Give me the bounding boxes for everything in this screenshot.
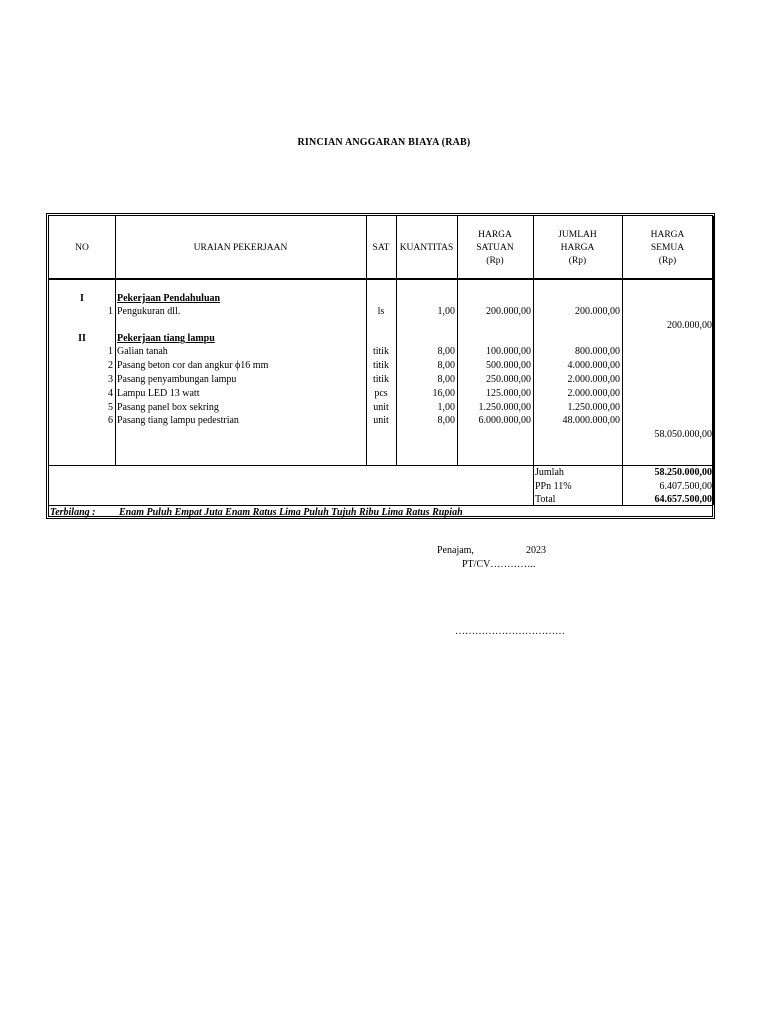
header-harga-semua-2: SEMUA (650, 243, 685, 253)
item-sat: titik (372, 374, 390, 385)
jumlah-label: Jumlah (535, 467, 564, 478)
item-no: 2 (108, 360, 113, 371)
total-value: 64.657.500,00 (654, 494, 712, 505)
item-qty: 8,00 (437, 374, 455, 385)
item-sat: titik (372, 346, 390, 357)
document-title: RINCIAN ANGGARAN BIAYA (RAB) (297, 137, 471, 148)
header-harga-semua-3: (Rp) (658, 256, 677, 266)
item-sat: pcs (374, 388, 388, 399)
item-no: 6 (108, 415, 113, 426)
terbilang-text: Enam Puluh Empat Juta Enam Ratus Lima Puluh Tujuh Ribu Lima Ratus Rupiah (119, 507, 463, 518)
header-divider (49, 278, 712, 280)
body-divider (49, 465, 712, 466)
item-desc: Pasang beton cor dan angkur ϕ16 mm (117, 360, 269, 371)
item-total: 4.000.000,00 (567, 360, 620, 371)
item-no: 3 (108, 374, 113, 385)
header-kuantitas: KUANTITAS (399, 243, 454, 253)
item-total: 200.000,00 (575, 306, 620, 317)
item-desc: Pasang tiang lampu pedestrian (117, 415, 239, 426)
item-qty: 16,00 (432, 388, 455, 399)
section-1-subtotal: 200.000,00 (667, 320, 712, 331)
terbilang-label: Terbilang : (50, 507, 96, 518)
header-jumlah-harga-1: JUMLAH (558, 230, 597, 240)
header-harga-satuan-3: (Rp) (486, 256, 504, 266)
item-sat: titik (372, 360, 390, 371)
header-uraian: URAIAN PEKERJAAN (193, 243, 288, 253)
item-unit-price: 500.000,00 (486, 360, 531, 371)
item-total: 800.000,00 (575, 346, 620, 357)
item-qty: 8,00 (437, 346, 455, 357)
header-no: NO (75, 243, 89, 253)
item-desc: Pasang panel box sekring (117, 402, 219, 413)
rab-table (46, 213, 715, 519)
item-no: 1 (108, 346, 113, 357)
header-sat: SAT (372, 243, 390, 253)
item-unit-price: 6.000.000,00 (478, 415, 531, 426)
item-qty: 8,00 (437, 415, 455, 426)
item-unit-price: 125.000,00 (486, 388, 531, 399)
item-desc: Galian tanah (117, 346, 168, 357)
item-no: 4 (108, 388, 113, 399)
ppn-label: PPn 11% (535, 481, 572, 492)
col-divider-right (713, 216, 714, 505)
summary-divider (49, 505, 712, 506)
signature-name-line: …………………………… (455, 626, 565, 637)
item-qty: 8,00 (437, 360, 455, 371)
item-desc: Pengukuran dll. (117, 306, 181, 317)
item-no: 1 (108, 306, 113, 317)
item-sat: unit (373, 402, 389, 413)
item-unit-price: 1.250.000,00 (478, 402, 531, 413)
section-2-subtotal: 58.050.000,00 (654, 429, 712, 440)
item-total: 2.000.000,00 (567, 388, 620, 399)
section-2-title: Pekerjaan tiang lampu (117, 333, 215, 344)
item-qty: 1,00 (437, 402, 455, 413)
jumlah-value: 58.250.000,00 (654, 467, 712, 478)
header-harga-semua-1: HARGA (650, 230, 685, 240)
item-total: 48.000.000,00 (562, 415, 620, 426)
item-qty: 1,00 (437, 306, 455, 317)
ppn-value: 6.407.500,00 (659, 481, 712, 492)
item-sat: ls (377, 306, 385, 317)
item-unit-price: 100.000,00 (486, 346, 531, 357)
header-harga-satuan-2: SATUAN (476, 243, 514, 253)
signature-company: PT/CV………….. (462, 559, 536, 570)
header-harga-satuan-1: HARGA (478, 230, 512, 240)
signature-place: Penajam, (437, 545, 474, 556)
item-no: 5 (108, 402, 113, 413)
rab-table-inner (48, 215, 713, 517)
item-desc: Lampu LED 13 watt (117, 388, 200, 399)
item-unit-price: 200.000,00 (486, 306, 531, 317)
signature-year: 2023 (526, 545, 546, 556)
item-total: 2.000.000,00 (567, 374, 620, 385)
item-desc: Pasang penyambungan lampu (117, 374, 237, 385)
section-1-roman: I (80, 293, 84, 304)
header-jumlah-harga-3: (Rp) (568, 256, 587, 266)
item-total: 1.250.000,00 (567, 402, 620, 413)
section-2-roman: II (78, 333, 86, 344)
item-sat: unit (373, 415, 389, 426)
section-1-title: Pekerjaan Pendahuluan (117, 293, 221, 304)
header-jumlah-harga-2: HARGA (560, 243, 595, 253)
item-unit-price: 250.000,00 (486, 374, 531, 385)
total-label: Total (535, 494, 556, 505)
